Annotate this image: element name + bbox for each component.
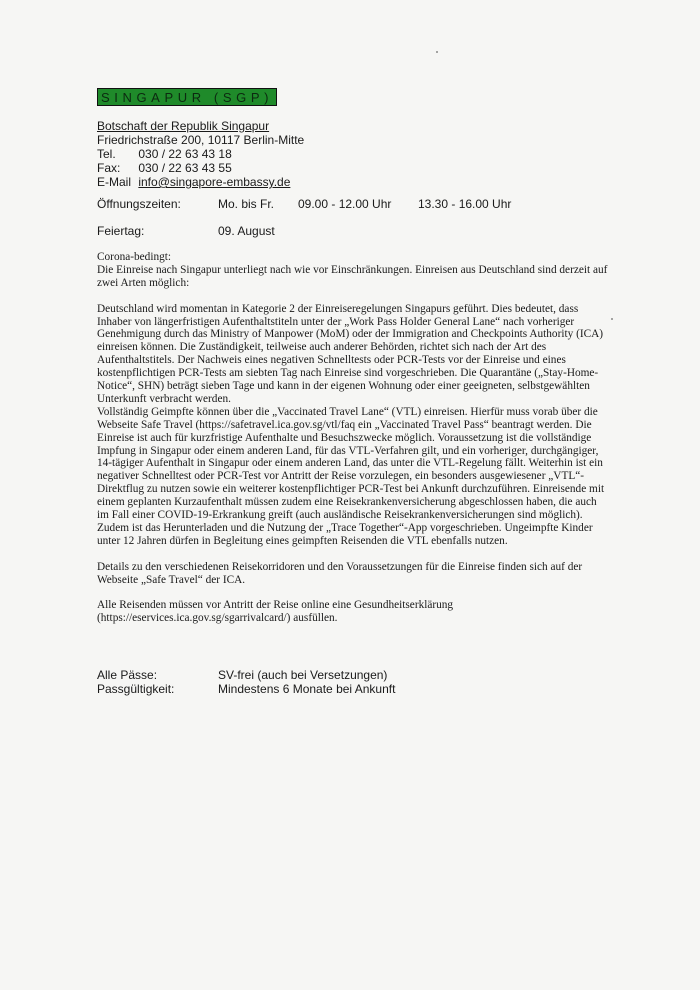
embassy-address: Friedrichstraße 200, 10117 Berlin-Mitte (97, 133, 305, 147)
passport-info-block (97, 668, 396, 696)
opening-afternoon: 13.30 - 16.00 Uhr (418, 197, 512, 211)
country-banner: SINGAPUR (SGP) (97, 88, 277, 106)
opening-days: Mo. bis Fr. (218, 197, 275, 211)
passport-validity-row (97, 681, 396, 697)
corona-vtl-paragraph: Vollständig Geimpfte können über die „Vaccinated Travel Lane“ (VTL) einreisen. Hierfür muss vorab über die Webseite Safe Travel (https://safetravel.ica.gov.sg/vtl/faq ein „Vaccinated Travel Pass“ beantragt werden. Die Einreise ist auch für kurzfristige Aufenthalte und Besuchszwecke möglich. Voraussetzung ist die vollständige Impfung in Singapur oder einem anderen Land, für das VTL-Verfahren gilt, und ein vorheriger, durchgängiger, 14-tägiger Aufenthalt in Singapur oder einem anderen Land, das unter die VTL-Regelung fällt. Weiterhin ist ein negativer Schnelltest oder PCR-Test vor Antritt der Reise vorzulegen, ein besonders ausgewiesener „VTL“-Direktflug zu nutzen sowie ein weiterer kostenpflichtiger PCR-Test bei Ankunft durchzuführen. Einreisende mit einem geplanten Kurzaufenthalt müssen zudem eine Reisekrankenversicherung abgeschlossen haben, die auch im Fall einer COVID-19-Erkrankung greift (auch ausländische Reisekrankenversicherungen sind möglich). Zudem ist das Herunterladen und die Nutzung der „Trace Together“-App vorgeschrieben. Ungeimpfte Kinder unter 12 Jahren dürfen in Begleitung eines geimpften Reisenden die VTL ebenfalls nutzen. (97, 405, 605, 547)
passes-row (97, 668, 388, 683)
embassy-fax-row (97, 161, 304, 175)
fax-number: 030 / 22 63 43 55 (138, 161, 232, 175)
embassy-contact-block (97, 119, 304, 189)
passes-value: SV-frei (auch bei Versetzungen) (218, 668, 388, 682)
corona-heading: Corona-bedingt: (97, 251, 172, 263)
holiday-label: Feiertag: (97, 224, 145, 238)
email-link[interactable]: info@singapore-embassy.de (138, 175, 291, 189)
holiday-date: 09. August (218, 224, 275, 238)
passes-label: Alle Pässe: (97, 668, 158, 682)
corona-details-paragraph: Details zu den verschiedenen Reisekorridoren und den Voraussetzungen für die Einreise finden sich auf der Webseite „Safe Travel“ der ICA. (97, 560, 583, 586)
passport-validity-label: Passgültigkeit: (97, 681, 175, 696)
embassy-email-row (97, 175, 304, 189)
phone-label: Tel. (97, 147, 116, 161)
passport-validity-value: Mindestens 6 Monate bei Ankunft (218, 681, 396, 696)
opening-hours-label: Öffnungszeiten: (97, 197, 181, 211)
embassy-name: Botschaft der Republik Singapur (97, 119, 270, 133)
email-label: E-Mail (97, 175, 132, 189)
scan-speck (611, 318, 613, 320)
corona-section (97, 251, 609, 625)
fax-label: Fax: (97, 161, 121, 175)
embassy-phone-row (97, 147, 304, 161)
opening-morning: 09.00 - 12.00 Uhr (298, 197, 392, 211)
scan-speck (436, 51, 438, 53)
phone-number: 030 / 22 63 43 18 (138, 147, 232, 161)
corona-category-paragraph: Deutschland wird momentan in Kategorie 2 der Einreiseregelungen Singapurs geführt. Dies bedeutet, dass Inhaber von längerfristigen Aufenthaltstiteln unter der „Work Pass Holder General Lane“ nach vorheriger Genehmigung durch das Ministry of Manpower (MoM) oder der Immigration and Checkpoints Authority (ICA) einreisen können. Die Zuständigkeit, teilweise auch anderer Behörden, richtet sich nach der Art des Aufenthaltstitels. Der Nachweis eines negativen Schnelltests oder PCR-Tests vor der Einreise und eines kostenpflichtigen PCR-Tests am siebten Tag nach Einreise sind vorgeschrieben. Die Quarantäne („Stay-Home-Notice“, SHN) beträgt sieben Tage und kann in der eigenen Wohnung oder einer geeigneten, selbstgewählten Unterkunft verbracht werden. (97, 302, 604, 405)
corona-intro: Die Einreise nach Singapur unterliegt nach wie vor Einschränkungen. Einreisen aus Deutschland sind derzeit auf zwei Arten möglich: (97, 263, 608, 289)
corona-health-declaration-paragraph: Alle Reisenden müssen vor Antritt der Reise online eine Gesundheitserklärung (https://eservices.ica.gov.sg/sgarrivalcard/) ausfüllen. (97, 599, 454, 625)
